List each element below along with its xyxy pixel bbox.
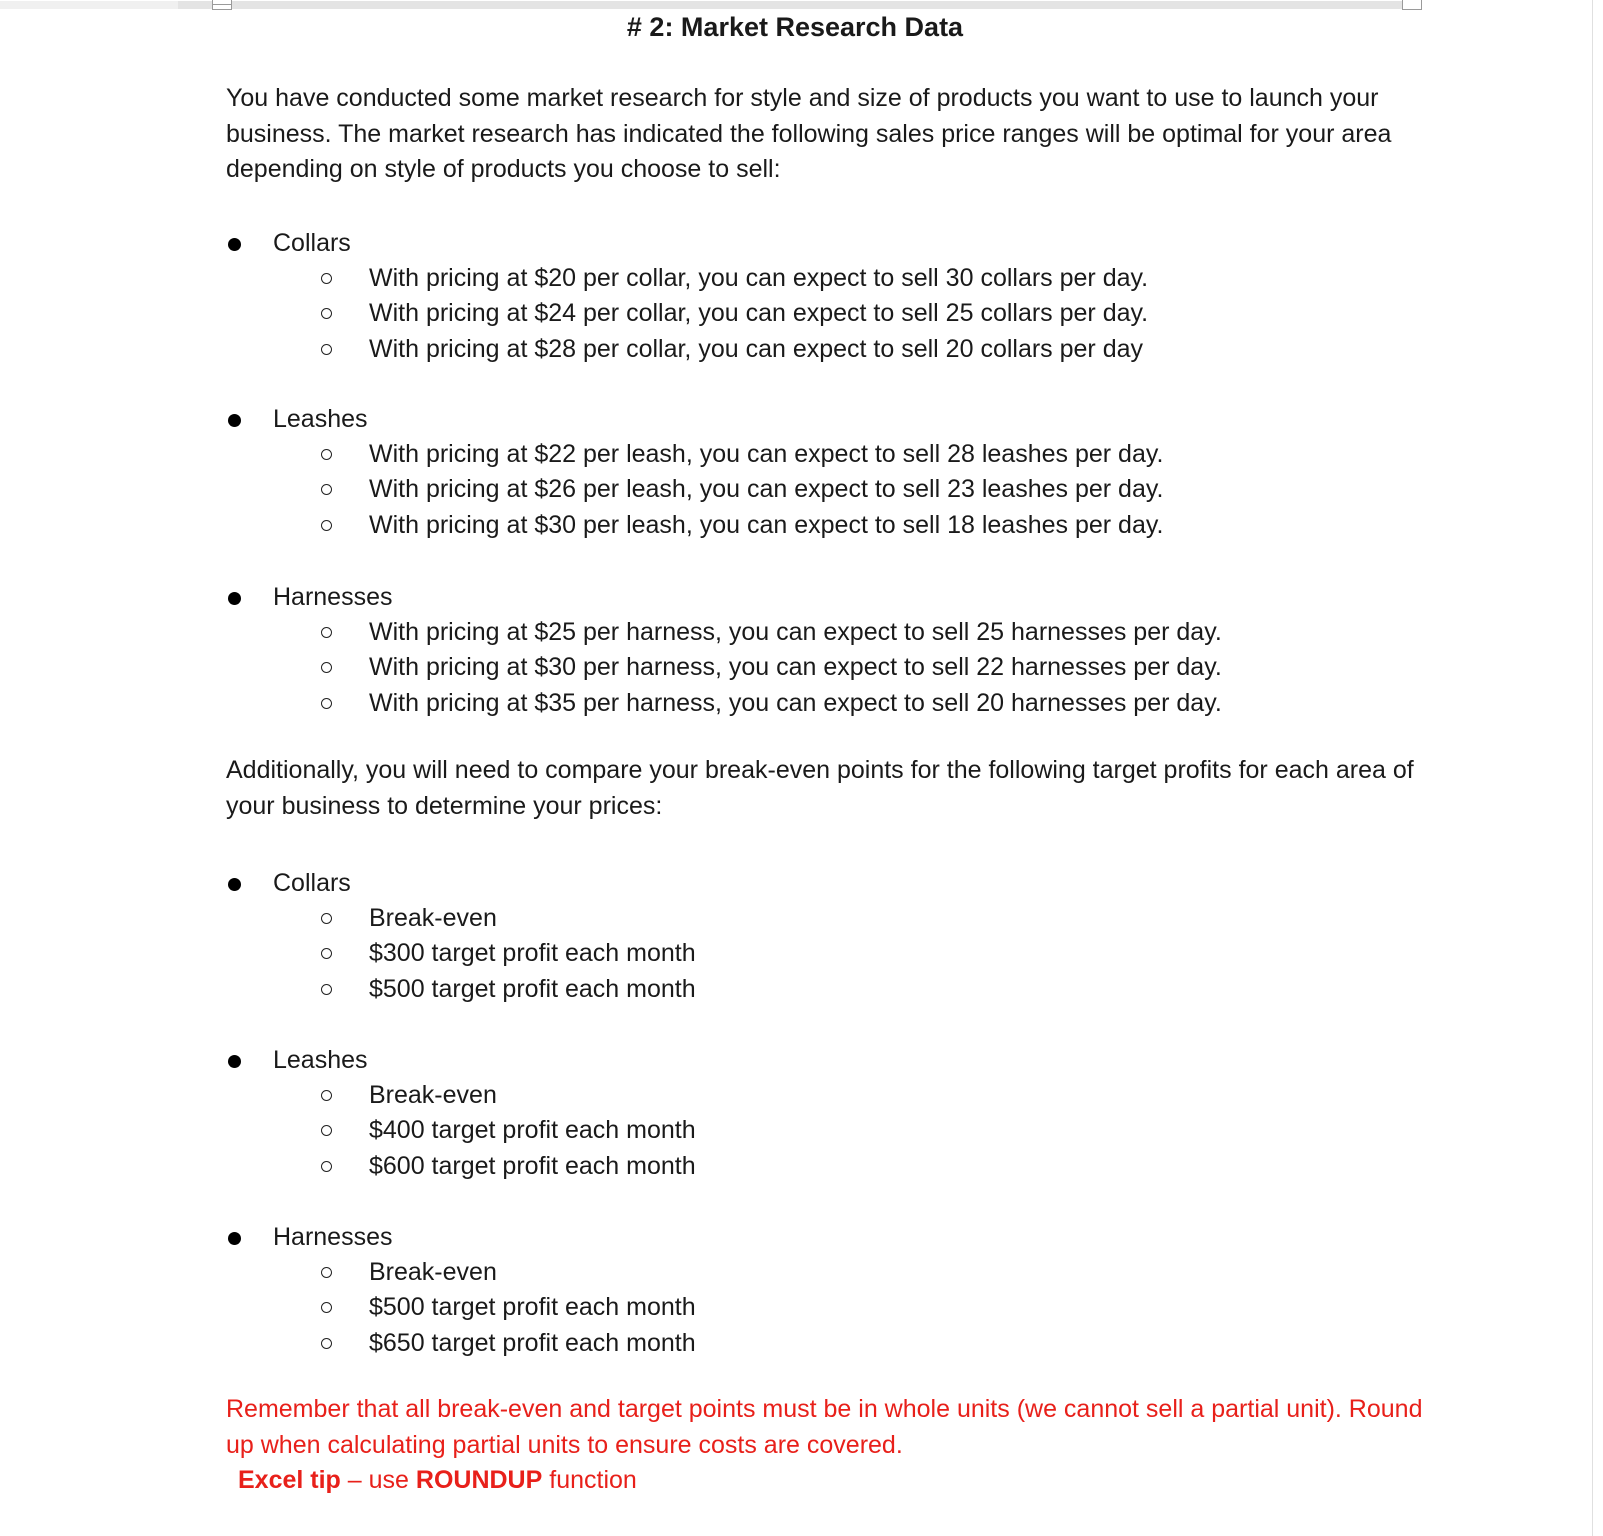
target-item: $400 target profit each month: [369, 1116, 696, 1145]
pricing-item: With pricing at $26 per leash, you can expect to sell 23 leashes per day.: [369, 475, 1164, 504]
target-item: $600 target profit each month: [369, 1151, 696, 1180]
list-item: [0, 866, 1560, 901]
list-item: [0, 1149, 1560, 1184]
list-item: [0, 402, 1560, 437]
pricing-item: With pricing at $30 per harness, you can expect to sell 22 harnesses per day.: [369, 653, 1222, 682]
additional-paragraph: Additionally, you will need to compare your break-even points for the following target profits for each area of your business to determine your prices:: [226, 756, 1414, 820]
excel-tip: [238, 1463, 637, 1499]
indent-tick: [212, 4, 232, 5]
section-label: Harnesses: [273, 583, 393, 611]
list-item: [0, 580, 1560, 615]
circle-bullet-icon: [321, 308, 332, 319]
list-item: [0, 972, 1560, 1007]
list-item: [0, 650, 1560, 685]
section-label: Leashes: [273, 1046, 368, 1074]
bullet-icon: [228, 878, 241, 891]
list-item: [0, 1326, 1560, 1361]
scrollbar-edge: [1592, 0, 1593, 1536]
bullet-icon: [228, 592, 241, 605]
list-item: [0, 472, 1560, 507]
reminder-note: Remember that all break-even and target points must be in whole units (we cannot sell a partial unit). Round up when calculating partial units to ensure costs are covered.: [226, 1395, 1423, 1459]
list-item: [0, 508, 1560, 543]
list-item: [0, 686, 1560, 721]
list-item: [0, 1255, 1560, 1290]
target-item: $300 target profit each month: [369, 939, 696, 968]
list-item: [0, 615, 1560, 650]
bullet-icon: [228, 238, 241, 251]
circle-bullet-icon: [321, 484, 332, 495]
pricing-item: With pricing at $24 per collar, you can expect to sell 25 collars per day.: [369, 299, 1149, 328]
list-item: [0, 1220, 1560, 1255]
circle-bullet-icon: [321, 1125, 332, 1136]
target-item: Break-even: [369, 1081, 497, 1109]
page-title: # 2: Market Research Data: [626, 12, 964, 42]
circle-bullet-icon: [321, 948, 332, 959]
circle-bullet-icon: [321, 344, 332, 355]
pricing-section-collars: [0, 226, 1560, 367]
list-item: [0, 1078, 1560, 1113]
list-item: [0, 261, 1560, 296]
target-item: Break-even: [369, 1258, 497, 1286]
target-item: $500 target profit each month: [369, 974, 696, 1003]
intro-paragraph: You have conducted some market research for style and size of products you want to use to launch your business. The market research has indicated the following sales price ranges will be optimal for your area depending on style of products you choose to sell:: [226, 84, 1392, 183]
target-section-leashes: [0, 1043, 1560, 1184]
list-item: [0, 226, 1560, 261]
target-item: $500 target profit each month: [369, 1293, 696, 1322]
list-item: [0, 901, 1560, 936]
section-label: Leashes: [273, 405, 368, 433]
circle-bullet-icon: [321, 913, 332, 924]
pricing-item: With pricing at $30 per leash, you can expect to sell 18 leashes per day.: [369, 510, 1164, 539]
pricing-item: With pricing at $28 per collar, you can expect to sell 20 collars per day: [369, 334, 1144, 363]
list-item: [0, 1113, 1560, 1148]
pricing-item: With pricing at $22 per leash, you can expect to sell 28 leashes per day.: [369, 440, 1164, 468]
pricing-item: With pricing at $35 per harness, you can expect to sell 20 harnesses per day.: [369, 688, 1222, 717]
circle-bullet-icon: [321, 449, 332, 460]
circle-bullet-icon: [321, 984, 332, 995]
section-label: Collars: [273, 869, 351, 897]
list-item: [0, 936, 1560, 971]
pricing-item: With pricing at $25 per harness, you can expect to sell 25 harnesses per day.: [369, 618, 1222, 646]
list-item: [0, 296, 1560, 331]
list-item: [0, 332, 1560, 367]
pricing-item: With pricing at $20 per collar, you can expect to sell 30 collars per day.: [369, 264, 1149, 292]
target-section-harnesses: [0, 1220, 1560, 1361]
list-item: [0, 1043, 1560, 1078]
tip-middle: – use: [340, 1466, 416, 1494]
circle-bullet-icon: [321, 520, 332, 531]
bullet-icon: [228, 414, 241, 427]
pricing-section-leashes: [0, 402, 1560, 543]
bullet-icon: [228, 1232, 241, 1245]
tip-label: Excel tip: [238, 1466, 341, 1494]
tip-function-name: ROUNDUP: [415, 1466, 543, 1494]
list-item: [0, 1290, 1560, 1325]
circle-bullet-icon: [321, 1161, 332, 1172]
circle-bullet-icon: [321, 273, 332, 284]
circle-bullet-icon: [321, 1090, 332, 1101]
pricing-section-harnesses: [0, 580, 1560, 721]
target-item: Break-even: [369, 904, 497, 932]
section-label: Harnesses: [273, 1223, 393, 1251]
section-label: Collars: [273, 229, 351, 257]
target-item: $650 target profit each month: [369, 1328, 696, 1357]
list-item: [0, 437, 1560, 472]
tip-suffix: function: [542, 1466, 637, 1494]
bullet-icon: [228, 1055, 241, 1068]
circle-bullet-icon: [321, 698, 332, 709]
circle-bullet-icon: [321, 1302, 332, 1313]
circle-bullet-icon: [321, 1267, 332, 1278]
target-section-collars: [0, 866, 1560, 1007]
circle-bullet-icon: [321, 662, 332, 673]
circle-bullet-icon: [321, 627, 332, 638]
circle-bullet-icon: [321, 1338, 332, 1349]
